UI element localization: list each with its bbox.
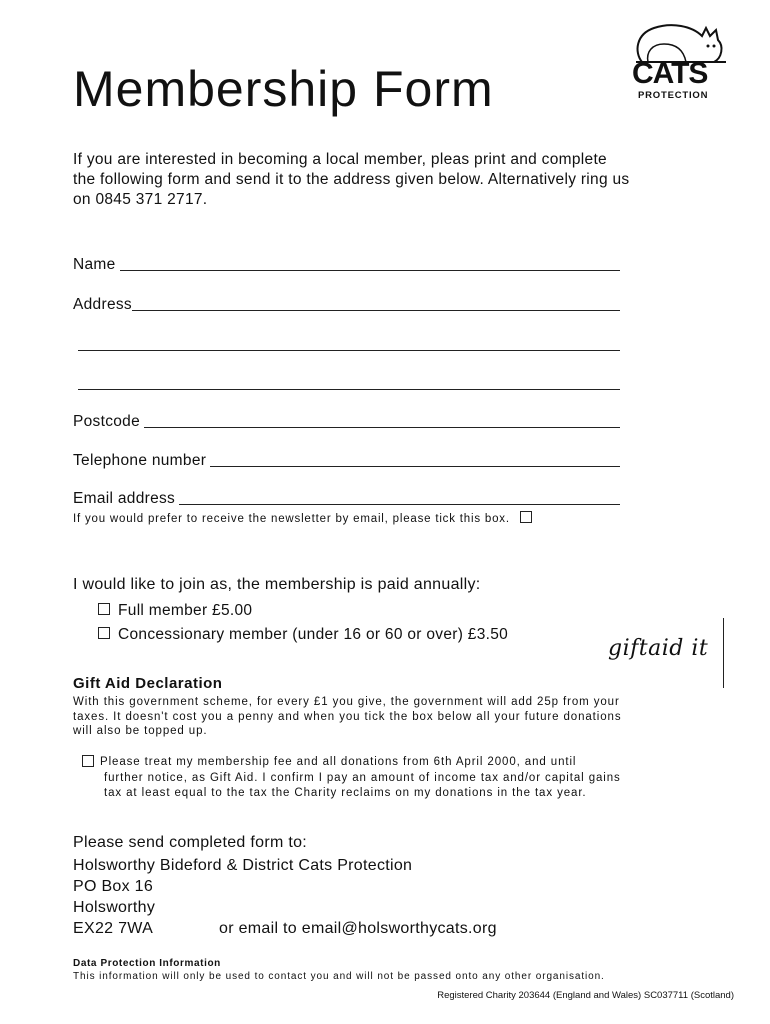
name-line[interactable] <box>120 269 620 271</box>
postcode-label: Postcode <box>73 413 141 430</box>
declaration-first-line: Please treat my membership fee and all donations from 6th April 2000, and until <box>100 756 577 768</box>
concessionary-checkbox[interactable] <box>98 627 110 639</box>
gift-aid-declaration[interactable] <box>82 755 632 802</box>
send-line-1: Holsworthy Bideford & District Cats Protection <box>73 857 413 874</box>
postcode-field[interactable] <box>73 413 620 431</box>
intro-text: If you are interested in becoming a local member, pleas print and complete the following form and send it to the address given below. Alternatively ring us on 0845 371 2717. <box>73 151 630 208</box>
send-heading: Please send completed form to: <box>73 834 308 851</box>
join-heading: I would like to join as, the membership is paid annually: <box>73 576 481 593</box>
send-postcode: EX22 7WA <box>73 920 154 937</box>
newsletter-checkbox[interactable] <box>520 511 532 523</box>
send-line-3: Holsworthy <box>73 899 156 916</box>
data-protection-heading: Data Protection Information <box>73 958 221 969</box>
gift-aid-checkbox[interactable] <box>82 755 94 767</box>
send-postcode-row <box>73 918 497 939</box>
gift-aid-body: With this government scheme, for every £1 you give, the government will add 25p from your taxes. It doesn't cost you a penny and when you tick the box below all your future donations will also be topped up. <box>73 696 622 737</box>
newsletter-note-text: If you would prefer to receive the newsletter by email, please tick this box. <box>73 513 510 526</box>
send-email[interactable]: or email to email@holsworthycats.org <box>219 920 497 937</box>
concessionary-label: Concessionary member (under 16 or 60 or over) £3.50 <box>118 626 509 643</box>
declaration-rest: further notice, as Gift Aid. I confirm I pay an amount of income tax and/or capital gains tax at least equal to the tax the Charity reclaims on my donations in the tax year. <box>104 771 621 799</box>
telephone-field[interactable] <box>73 452 620 470</box>
giftaid-divider <box>723 618 724 688</box>
full-member-checkbox[interactable] <box>98 603 110 615</box>
option-concessionary[interactable] <box>98 626 508 644</box>
address-field[interactable] <box>73 296 620 314</box>
telephone-line[interactable] <box>210 465 620 467</box>
logo-brand-text: CATS <box>632 57 708 90</box>
send-block <box>73 832 497 939</box>
email-label: Email address <box>73 490 176 507</box>
email-line[interactable] <box>179 503 620 505</box>
telephone-label: Telephone number <box>73 452 207 469</box>
postcode-line[interactable] <box>144 426 620 428</box>
full-member-label: Full member £5.00 <box>118 602 253 619</box>
cats-protection-logo <box>628 22 732 104</box>
email-field[interactable] <box>73 490 620 508</box>
send-line-2: PO Box 16 <box>73 878 154 895</box>
name-label: Name <box>73 256 116 273</box>
address-line-2[interactable] <box>78 350 620 351</box>
name-field[interactable] <box>73 256 620 274</box>
gift-aid-heading: Gift Aid Declaration <box>73 675 223 692</box>
address-line-3[interactable] <box>78 389 620 390</box>
option-full-member[interactable] <box>98 602 252 620</box>
newsletter-note <box>73 513 532 525</box>
giftaid-logo: giftaid it <box>608 636 709 661</box>
logo-sub-text: PROTECTION <box>638 90 709 101</box>
address-line[interactable] <box>132 309 620 311</box>
registered-charity: Registered Charity 203644 (England and Wales) SC037711 (Scotland) <box>437 990 734 1001</box>
address-label: Address <box>73 296 132 313</box>
data-protection-body: This information will only be used to contact you and will not be passed onto any other organisation. <box>73 971 605 982</box>
page-title: Membership Form <box>73 61 494 117</box>
